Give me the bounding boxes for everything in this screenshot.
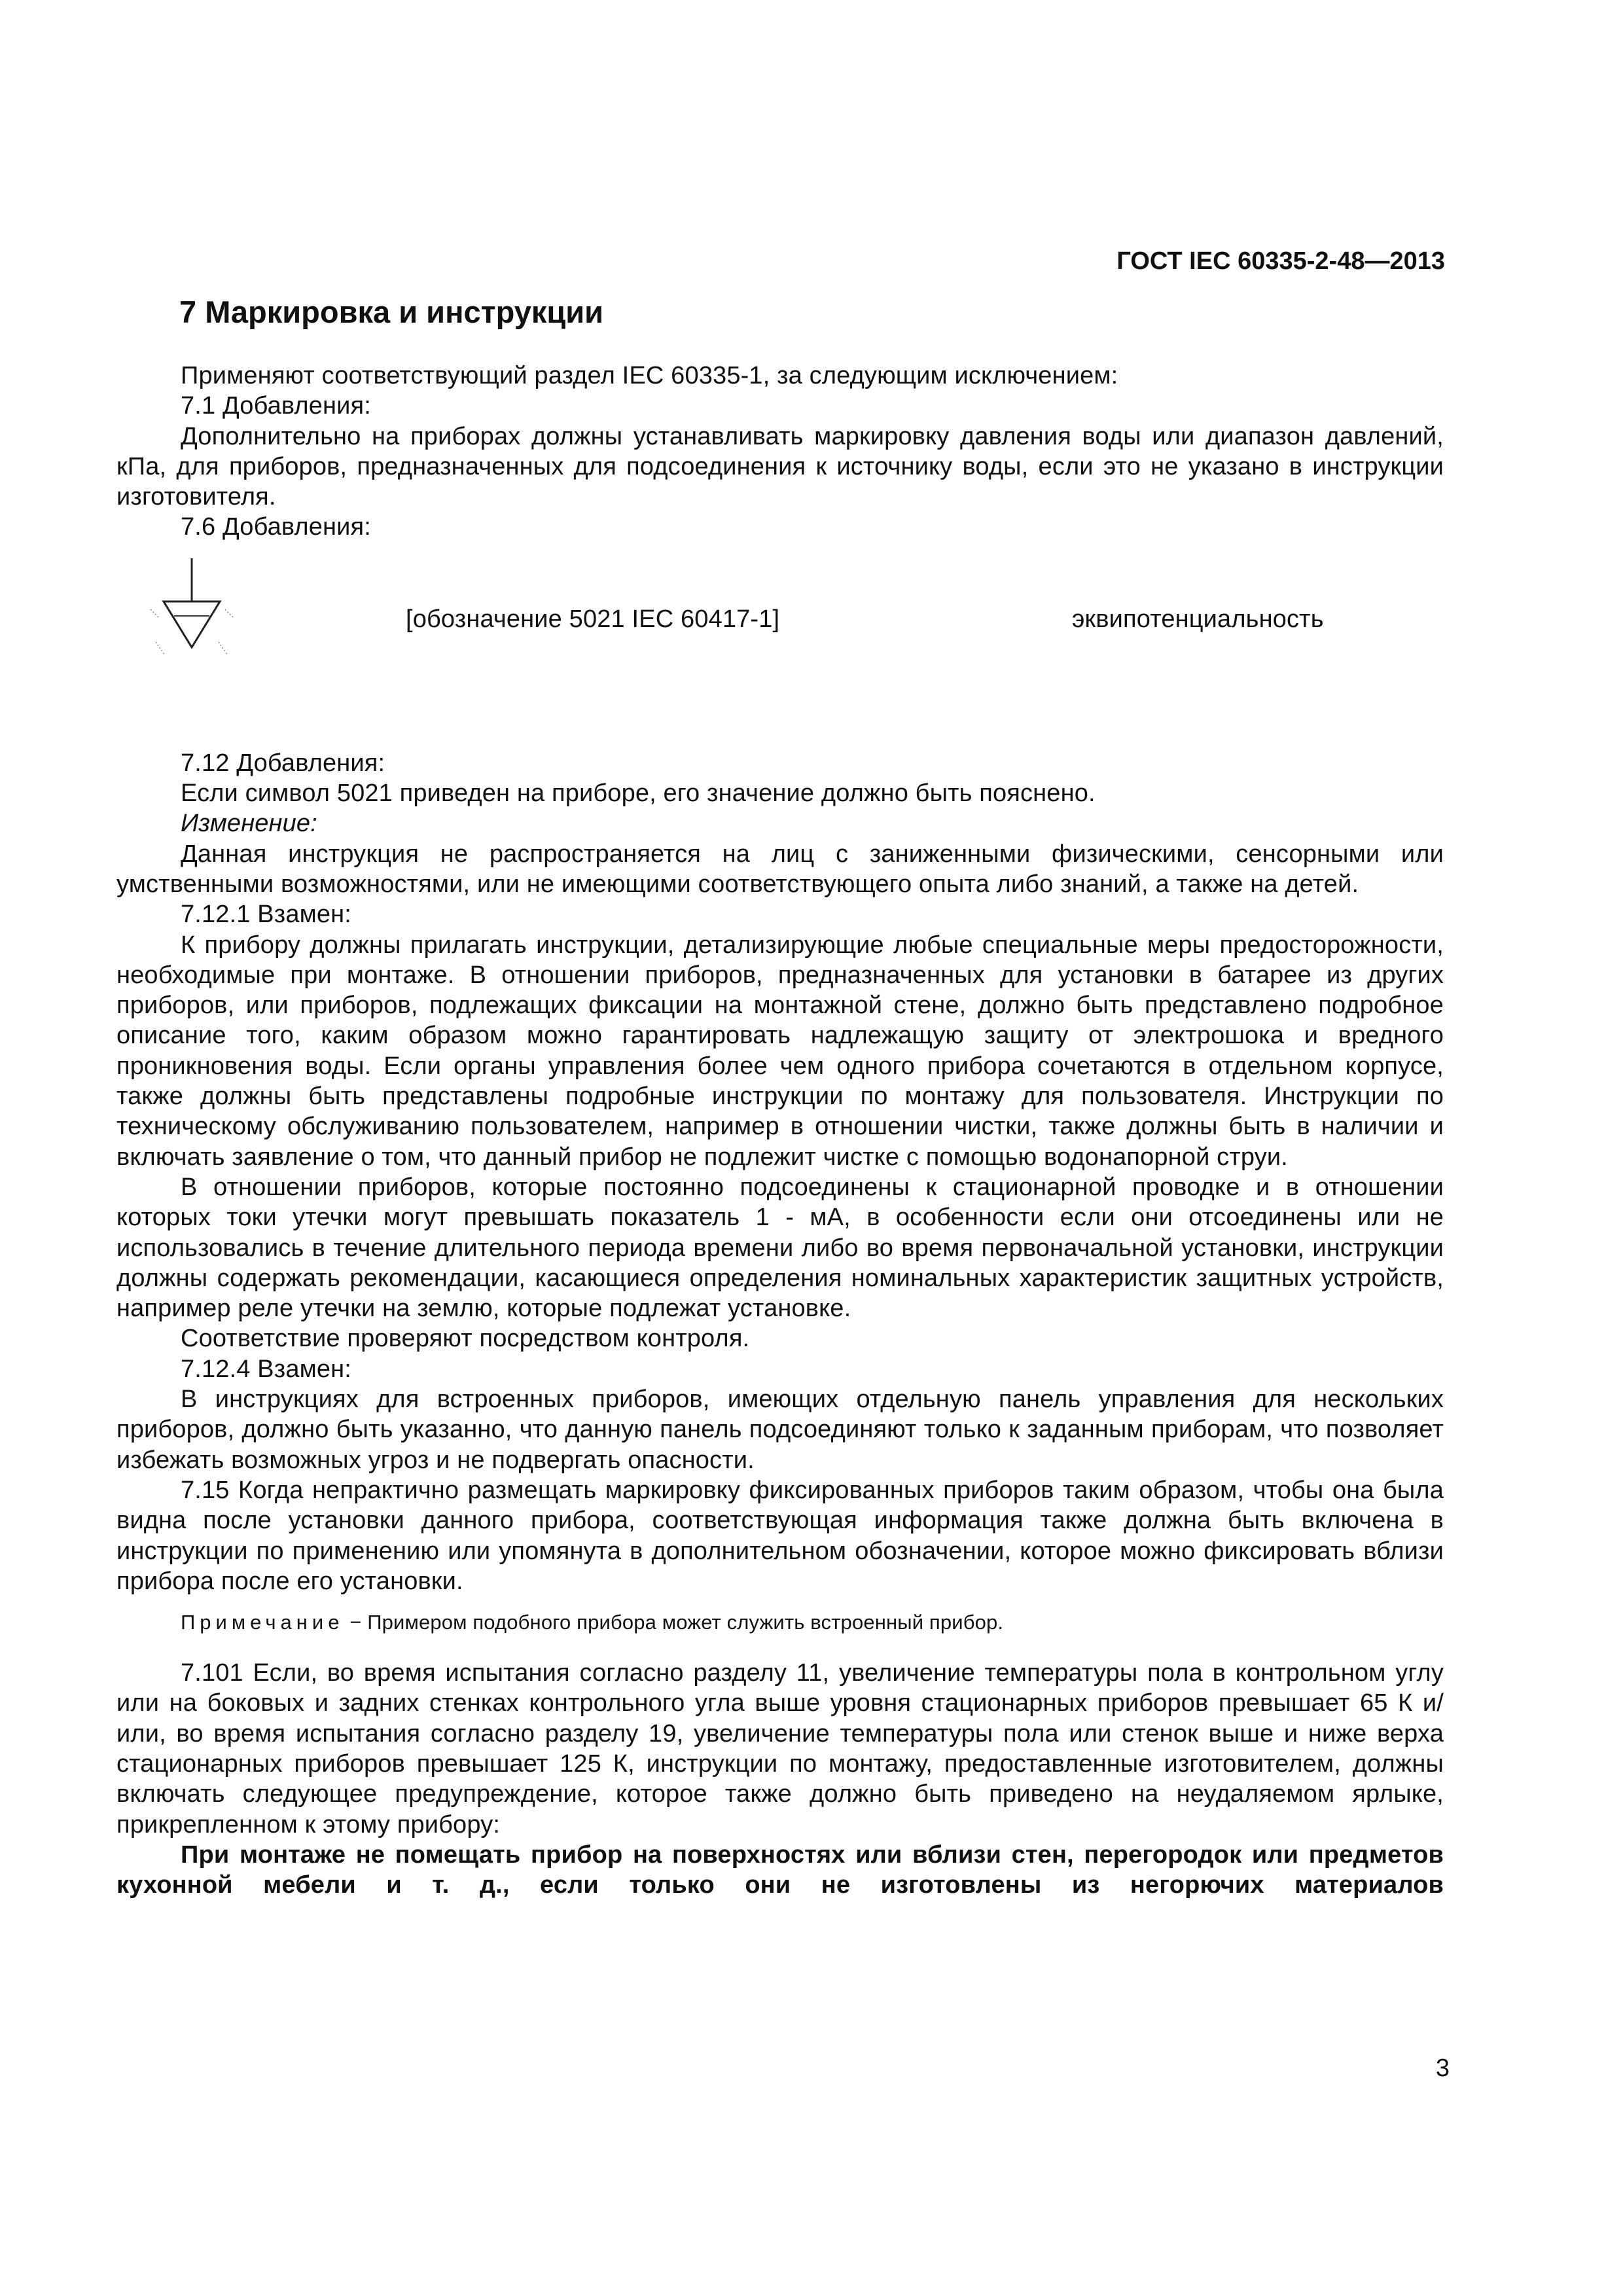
document-header: ГОСТ IEC 60335-2-48—2013 bbox=[1116, 247, 1445, 275]
clause-7-12-1-check: Соответствие проверяют посредством контроля. bbox=[181, 1325, 750, 1353]
clause-7-12-change-label: Изменение: bbox=[181, 810, 317, 838]
clause-7-6-heading: 7.6 Добавления: bbox=[181, 513, 371, 541]
symbol-row bbox=[116, 543, 1444, 748]
clause-7-12-heading: 7.12 Добавления: bbox=[181, 749, 385, 777]
clause-7-101-text: 7.101 Если, во время испытания согласно разделу 11, увеличение температуры пола в контрольном углу или на боковых и задних стенках контрольного угла выше уровня стационарных приборов превышает 65 К и/или, во время испытания согласно разделу 19, увеличение температуры пола или стенок выше и ниже верха стационарных приборов превышает 125 К, инструкции по монтажу, предоставленные изготовителем, должны включать следующее предупреждение, которое также должно быть приведено на неудаляемом ярлыке, прикрепленном к этому прибору: bbox=[116, 1659, 1444, 1839]
clause-7-12-1-text: К прибору должны прилагать инструкции, детализирующие любые специальные меры предосторожности, необходимые при монтаже. В отношении приборов, предназначенных для установки в батарее из других приборов, или приборов, подлежащих фиксации на монтажной стене, должно быть представлено подробное описание того, каким образом можно гарантировать надлежащую защиту от электрошока и вредного проникновения воды. Если органы управления более чем одного прибора сочетаются в отдельном корпусе, также должны быть представлены подробные инструкции по монтажу для пользователя. Инструкции по техническому обслуживанию пользователем, например в отношении чистки, также должны быть в наличии и включать заявление о том, что данный прибор не подлежит чистке с помощью водонапорной струи. bbox=[116, 931, 1444, 1171]
symbol-reference: [обозначение 5021 IEC 60417-1] bbox=[406, 605, 780, 633]
note-text: − Примером подобного прибора может служить встроенный прибор. bbox=[344, 1611, 1004, 1634]
clause-7-1-heading: 7.1 Добавления: bbox=[181, 392, 371, 420]
document-body bbox=[116, 361, 1444, 1900]
clause-7-12-4-heading: 7.12.4 Взамен: bbox=[181, 1355, 352, 1383]
clause-7-1-text: Дополнительно на приборах должны устанавливать маркировку давления воды или диапазон давлений, кПа, для приборов, предназначенных для подсоединения к источнику воды, если это не указано в инструкции изготовителя. bbox=[116, 422, 1444, 511]
clause-7-12-4-text: В инструкциях для встроенных приборов, имеющих отдельную панель управления для нескольких приборов, должно быть указанно, что данную панель подсоединяют только к заданным приборам, что позволяет избежать возможных угроз и не подвергать опасности. bbox=[116, 1386, 1444, 1474]
clause-7-12-1-text-2: В отношении приборов, которые постоянно подсоединены к стационарной проводке и в отношении которых токи утечки могут превышать показатель 1 - мА, в особенности если они отсоединены или не использовались в течение длительного периода времени либо во время первоначальной установки, инструкции должны содержать рекомендации, касающиеся определения номинальных характеристик защитных устройств, например реле утечки на землю, которые подлежат установке. bbox=[116, 1173, 1444, 1323]
clause-7-12-change-text: Данная инструкция не распространяется на лиц с заниженными физическими, сенсорными или умственными возможностями, или не имеющими соответствующего опыта либо знаний, а также на детей. bbox=[116, 840, 1444, 898]
clause-7-12-text: Если символ 5021 приведен на приборе, его значение должно быть пояснено. bbox=[181, 780, 1096, 808]
warning-text: При монтаже не помещать прибор на поверхностях или вблизи стен, перегородок или предметов кухонной мебели и т. д., если только они не изготовлены из негорючих материалов bbox=[116, 1840, 1444, 1899]
clause-7-12-1-heading: 7.12.1 Взамен: bbox=[181, 901, 352, 929]
symbol-meaning: эквипотенциальность bbox=[1072, 605, 1324, 633]
note bbox=[116, 1609, 1444, 1636]
note-label: Примечание bbox=[181, 1611, 344, 1634]
section-title: 7 Маркировка и инструкции bbox=[179, 295, 604, 329]
page-number: 3 bbox=[1435, 2054, 1450, 2082]
intro-paragraph: Применяют соответствующий раздел IEC 60335-1, за следующим исключением: bbox=[181, 362, 1118, 389]
equipotentiality-icon bbox=[149, 557, 234, 668]
clause-7-15-text: 7.15 Когда непрактично размещать маркировку фиксированных приборов таким образом, чтобы она была видна после установки данного прибора, соответствующая информация также должна быть включена в инструкции по применению или упомянута в дополнительном обозначении, которое можно фиксировать вблизи прибора после его установки. bbox=[116, 1476, 1444, 1595]
